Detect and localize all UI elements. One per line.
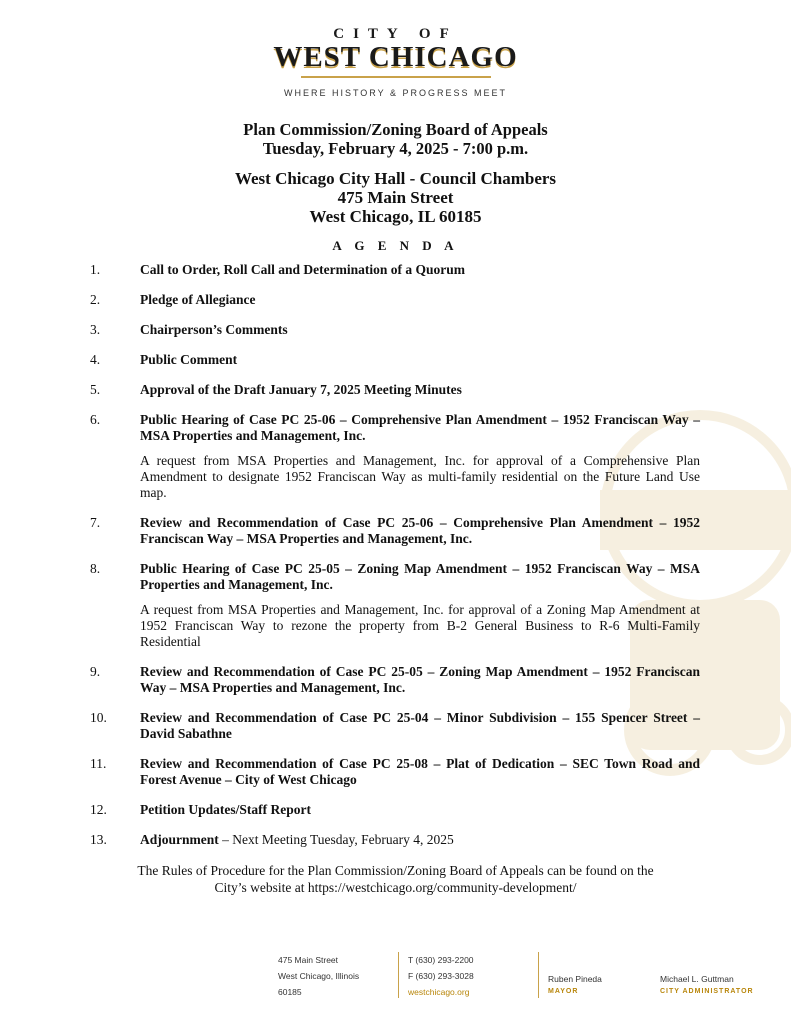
agenda-item-number: 10. (90, 710, 107, 725)
agenda-item-number: 2. (90, 292, 101, 307)
meeting-city: West Chicago, IL 60185 (309, 207, 482, 226)
meeting-street: 475 Main Street (337, 188, 454, 207)
agenda-title: A G E N D A (332, 238, 459, 253)
agenda-item (90, 322, 700, 338)
agenda-list (90, 262, 700, 862)
footer-phone: T (630) 293-2200 (408, 955, 474, 965)
agenda-item (90, 412, 700, 501)
agenda-item (90, 292, 700, 308)
mayor-name: Ruben Pineda (548, 974, 602, 984)
logo-underline (301, 76, 491, 78)
agenda-item-number: 1. (90, 262, 101, 277)
mayor-role: MAYOR (548, 988, 579, 995)
footer-address-line-2: West Chicago, Illinois (278, 971, 360, 981)
administrator-name: Michael L. Guttman (660, 974, 734, 984)
footer-administrator (660, 971, 754, 997)
meeting-date: Tuesday, February 4, 2025 - 7:00 p.m. (262, 139, 529, 158)
agenda-item (90, 756, 700, 788)
agenda-item (90, 352, 700, 368)
footnote-line-1: The Rules of Procedure for the Plan Commission/Zoning Board of Appeals can be found on the (137, 863, 654, 878)
logo-city-name: WEST CHICAGO (273, 41, 518, 73)
city-logo (0, 26, 791, 98)
agenda-item-title: Review and Recommendation of Case PC 25-05 – Zoning Map Amendment – 1952 Franciscan Way – MSA Properties and Management, Inc. (140, 664, 700, 695)
agenda-item-description: A request from MSA Properties and Management, Inc. for approval of a Comprehensive Plan Amendment to designate 1952 Franciscan Way as multi-family residential on the Future Land Use map. (140, 453, 700, 500)
agenda-item-title: Pledge of Allegiance (140, 292, 256, 307)
meeting-venue: West Chicago City Hall - Council Chambers (234, 169, 557, 188)
agenda-item-title: Petition Updates/Staff Report (140, 802, 311, 817)
footer-mayor (548, 971, 602, 997)
footer-divider (538, 952, 539, 998)
agenda-item-title: Call to Order, Roll Call and Determination of a Quorum (140, 262, 465, 277)
agenda-item-number: 8. (90, 561, 101, 576)
agenda-item-number: 3. (90, 322, 101, 337)
adjournment-next-meeting: – Next Meeting Tuesday, February 4, 2025 (218, 832, 454, 847)
agenda-item-number: 13. (90, 832, 107, 847)
agenda-item-number: 12. (90, 802, 107, 817)
agenda-item-title: Chairperson’s Comments (140, 322, 288, 337)
agenda-item-title: Review and Recommendation of Case PC 25-06 – Comprehensive Plan Amendment – 1952 Franciscan Way – MSA Properties and Management, Inc. (140, 515, 700, 546)
agenda-item-description: A request from MSA Properties and Management, Inc. for approval of a Zoning Map Amendment at 1952 Franciscan Way to rezone the property from B-2 General Business to R-6 Multi-Family Residential (140, 602, 700, 649)
agenda-item-number: 11. (90, 756, 107, 771)
agenda-item (90, 710, 700, 742)
adjournment-title: Adjournment (140, 832, 219, 847)
agenda-item-title: Approval of the Draft January 7, 2025 Meeting Minutes (140, 382, 462, 397)
footer-fax: F (630) 293-3028 (408, 971, 474, 981)
footer-website-link[interactable]: westchicago.org (408, 987, 470, 997)
rules-footnote (0, 862, 791, 896)
agenda-item-title: Review and Recommendation of Case PC 25-04 – Minor Subdivision – 155 Spencer Street – David Sabathne (140, 710, 700, 741)
agenda-item-adjournment (90, 832, 700, 848)
agenda-item-title: Public Comment (140, 352, 238, 367)
agenda-item-title: Public Hearing of Case PC 25-05 – Zoning Map Amendment – 1952 Franciscan Way – MSA Properties and Management, Inc. (140, 561, 700, 592)
footnote-line-2: City’s website at https://westchicago.org/community-development/ (214, 880, 577, 895)
agenda-item-title: Review and Recommendation of Case PC 25-08 – Plat of Dedication – SEC Town Road and Forest Avenue – City of West Chicago (140, 756, 700, 787)
meeting-header (0, 120, 791, 158)
agenda-item-title: Public Hearing of Case PC 25-06 – Comprehensive Plan Amendment – 1952 Franciscan Way – MSA Properties and Management, Inc. (140, 412, 700, 443)
footer-address-line-3: 60185 (278, 987, 302, 997)
logo-tagline: WHERE HISTORY & PROGRESS MEET (283, 88, 508, 98)
agenda-item-number: 6. (90, 412, 101, 427)
meeting-body: Plan Commission/Zoning Board of Appeals (243, 120, 548, 139)
logo-city-of: CITY OF (333, 26, 458, 42)
administrator-role: CITY ADMINISTRATOR (660, 988, 754, 995)
agenda-item (90, 561, 700, 650)
agenda-item (90, 262, 700, 278)
meeting-location (0, 169, 791, 226)
agenda-item-number: 4. (90, 352, 101, 367)
agenda-item-number: 9. (90, 664, 101, 679)
footer-contact (408, 952, 474, 1000)
agenda-item (90, 382, 700, 398)
footer-divider (398, 952, 399, 998)
footer-address-line-1: 475 Main Street (278, 955, 339, 965)
agenda-item-number: 5. (90, 382, 101, 397)
agenda-item (90, 515, 700, 547)
footer-address (278, 952, 359, 1000)
agenda-item (90, 802, 700, 818)
agenda-item (90, 664, 700, 696)
agenda-item-number: 7. (90, 515, 101, 530)
